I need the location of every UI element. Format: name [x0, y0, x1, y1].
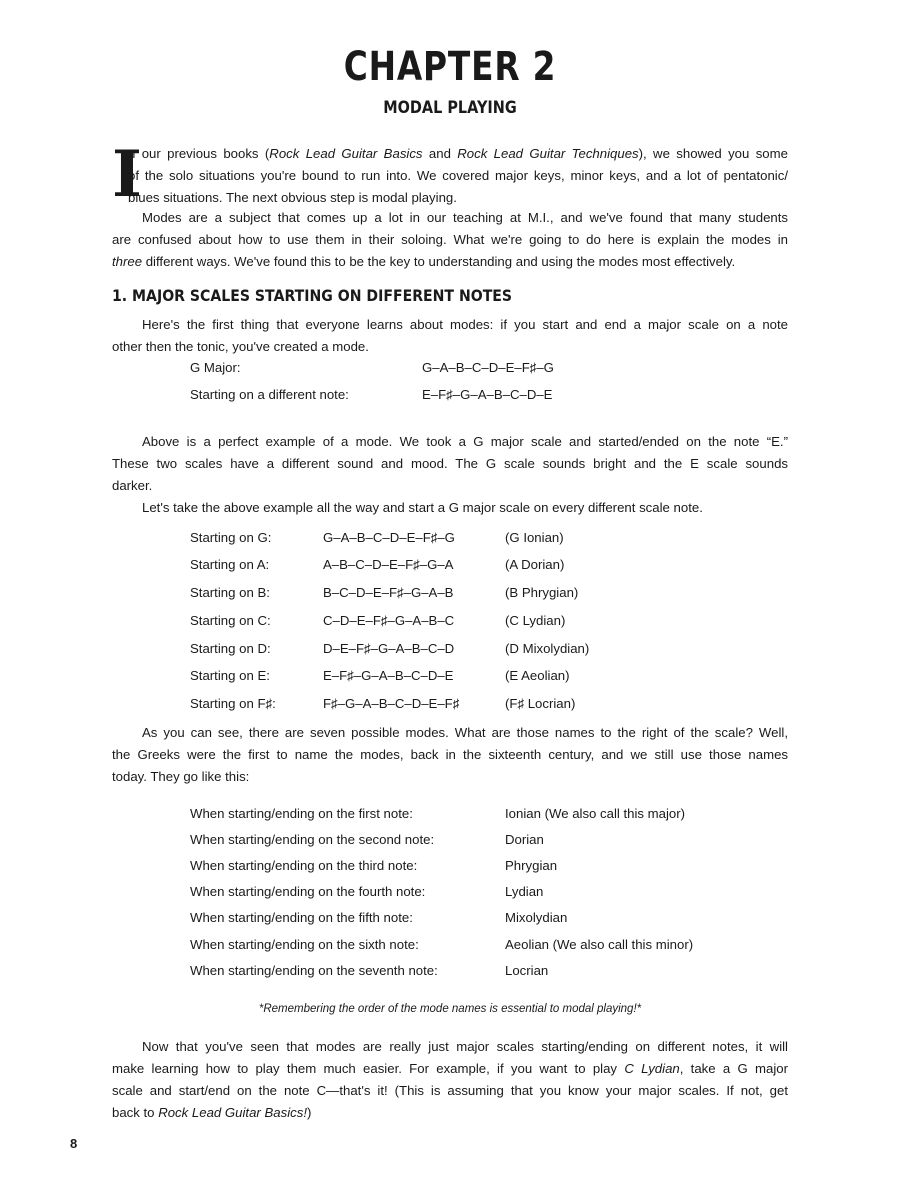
example-label: Starting on a different note: [190, 387, 349, 402]
book-title-techniques: Rock Lead Guitar Techniques [457, 146, 639, 161]
mode-notes: B–C–D–E–F♯–G–A–B [323, 585, 454, 600]
tip-quote: *Remembering the order of the mode names is essential to modal playing!* [258, 1003, 642, 1015]
text-line: blues situations. The next obvious step is modal playing. [128, 190, 457, 205]
text-line: scale and start/end on the note C—that's it! (This is assuming that you know your major scales. If not, get [112, 1083, 788, 1098]
mode-notes: F♯–G–A–B–C–D–E–F♯ [323, 696, 460, 711]
mode-greek-name: Dorian [505, 832, 544, 847]
section-paragraph-1 [112, 314, 788, 358]
mode-greek-name: Aeolian (We also call this minor) [505, 937, 694, 952]
mode-start: Starting on F♯: [190, 696, 276, 711]
mode-position: When starting/ending on the first note: [190, 806, 413, 821]
book-title-basics: Rock Lead Guitar Basics [269, 146, 423, 161]
mode-start: Starting on B: [190, 585, 270, 600]
mode-position: When starting/ending on the third note: [190, 858, 418, 873]
mode-notes: D–E–F♯–G–A–B–C–D [323, 641, 455, 656]
example-notes: E–F♯–G–A–B–C–D–E [422, 387, 553, 402]
text-line [112, 251, 788, 273]
mode-start: Starting on D: [190, 641, 271, 656]
mode-start: Starting on A: [190, 557, 270, 572]
text-line [128, 143, 788, 165]
section-paragraph-4 [112, 722, 788, 788]
mode-position: When starting/ending on the second note: [190, 832, 435, 847]
text-run: ), we showed you some [638, 146, 788, 161]
mode-greek-name: Lydian [505, 884, 544, 899]
emphasis-three: three [112, 254, 143, 269]
text-run: , take a G major [679, 1061, 788, 1076]
book-title-basics: Rock Lead Guitar Basics! [158, 1105, 307, 1120]
text-line: other then the tonic, you've created a mode. [112, 339, 369, 354]
text-line: are confused about how to use them in their soloing. What we're going to do here is explain the modes in [112, 232, 788, 247]
mode-notes: E–F♯–G–A–B–C–D–E [323, 668, 454, 683]
mode-position: When starting/ending on the sixth note: [190, 937, 419, 952]
example-label: G Major: [190, 360, 241, 375]
mode-greek-name: Phrygian [505, 858, 558, 873]
mode-notes: G–A–B–C–D–E–F♯–G [323, 530, 455, 545]
text-line: As you can see, there are seven possible modes. What are those names to the right of the scale? Well, [142, 725, 788, 740]
mode-position: When starting/ending on the fourth note: [190, 884, 426, 899]
section-paragraph-2 [112, 431, 788, 497]
mode-start: Starting on G: [190, 530, 272, 545]
section-paragraph-3 [112, 497, 788, 519]
mode-start: Starting on E: [190, 668, 270, 683]
mode-greek-name: Locrian [505, 963, 549, 978]
emphasis-c-lydian: C Lydian [624, 1061, 680, 1076]
text-line: of the solo situations you're bound to run into. We covered major keys, minor keys, and a lot of pentatonic/ [128, 168, 788, 183]
mode-greek-name: Mixolydian [505, 910, 568, 925]
drop-cap: I [112, 137, 142, 212]
text-line: Above is a perfect example of a mode. We took a G major scale and started/ended on the note “E.” [142, 434, 788, 449]
chapter-subtitle: MODAL PLAYING [383, 98, 517, 118]
text-run: and [422, 146, 458, 161]
text-run: n our previous books ( [128, 146, 270, 161]
text-line: Let's take the above example all the way and start a G major scale on every different scale note. [142, 500, 703, 515]
text-line: darker. [112, 478, 153, 493]
text-line: the Greeks were the first to name the modes, back in the sixteenth century, and we still use those names [112, 747, 788, 762]
mode-name: (B Phrygian) [505, 585, 579, 600]
text-run: make learning how to play them much easier. For example, if you want to play [112, 1061, 625, 1076]
section-heading: 1. MAJOR SCALES STARTING ON DIFFERENT NOTES [112, 286, 513, 305]
chapter-title: CHAPTER 2 [343, 44, 557, 90]
example-notes: G–A–B–C–D–E–F♯–G [422, 360, 554, 375]
text-line: These two scales have a different sound and mood. The G scale sounds bright and the E scale sounds [112, 456, 788, 471]
mode-name: (G Ionian) [505, 530, 564, 545]
mode-notes: C–D–E–F♯–G–A–B–C [323, 613, 455, 628]
text-line: Now that you've seen that modes are really just major scales starting/ending on different notes, it will [142, 1039, 788, 1054]
mode-name: (C Lydian) [505, 613, 566, 628]
mode-name: (F♯ Locrian) [505, 696, 576, 711]
section-paragraph-5 [112, 1036, 788, 1124]
text-line [112, 1102, 788, 1124]
text-line: Here's the first thing that everyone learns about modes: if you start and end a major scale on a note [142, 317, 788, 332]
intro-paragraph-2 [112, 207, 788, 273]
text-run: back to [112, 1105, 159, 1120]
mode-greek-name: Ionian (We also call this major) [505, 806, 686, 821]
mode-start: Starting on C: [190, 613, 271, 628]
mode-name: (D Mixolydian) [505, 641, 590, 656]
mode-name: (A Dorian) [505, 557, 565, 572]
mode-position: When starting/ending on the seventh note: [190, 963, 438, 978]
text-line: Modes are a subject that comes up a lot in our teaching at M.I., and we've found that many students [142, 210, 788, 225]
text-line [112, 1058, 788, 1080]
intro-paragraph-1 [128, 143, 788, 209]
text-run: ) [306, 1105, 312, 1120]
text-line: today. They go like this: [112, 769, 250, 784]
text-run: different ways. We've found this to be the key to understanding and using the modes most effectively. [142, 254, 736, 269]
mode-name: (E Aeolian) [505, 668, 570, 683]
mode-position: When starting/ending on the fifth note: [190, 910, 413, 925]
page-number: 8 [70, 1136, 78, 1151]
mode-notes: A–B–C–D–E–F♯–G–A [323, 557, 454, 572]
